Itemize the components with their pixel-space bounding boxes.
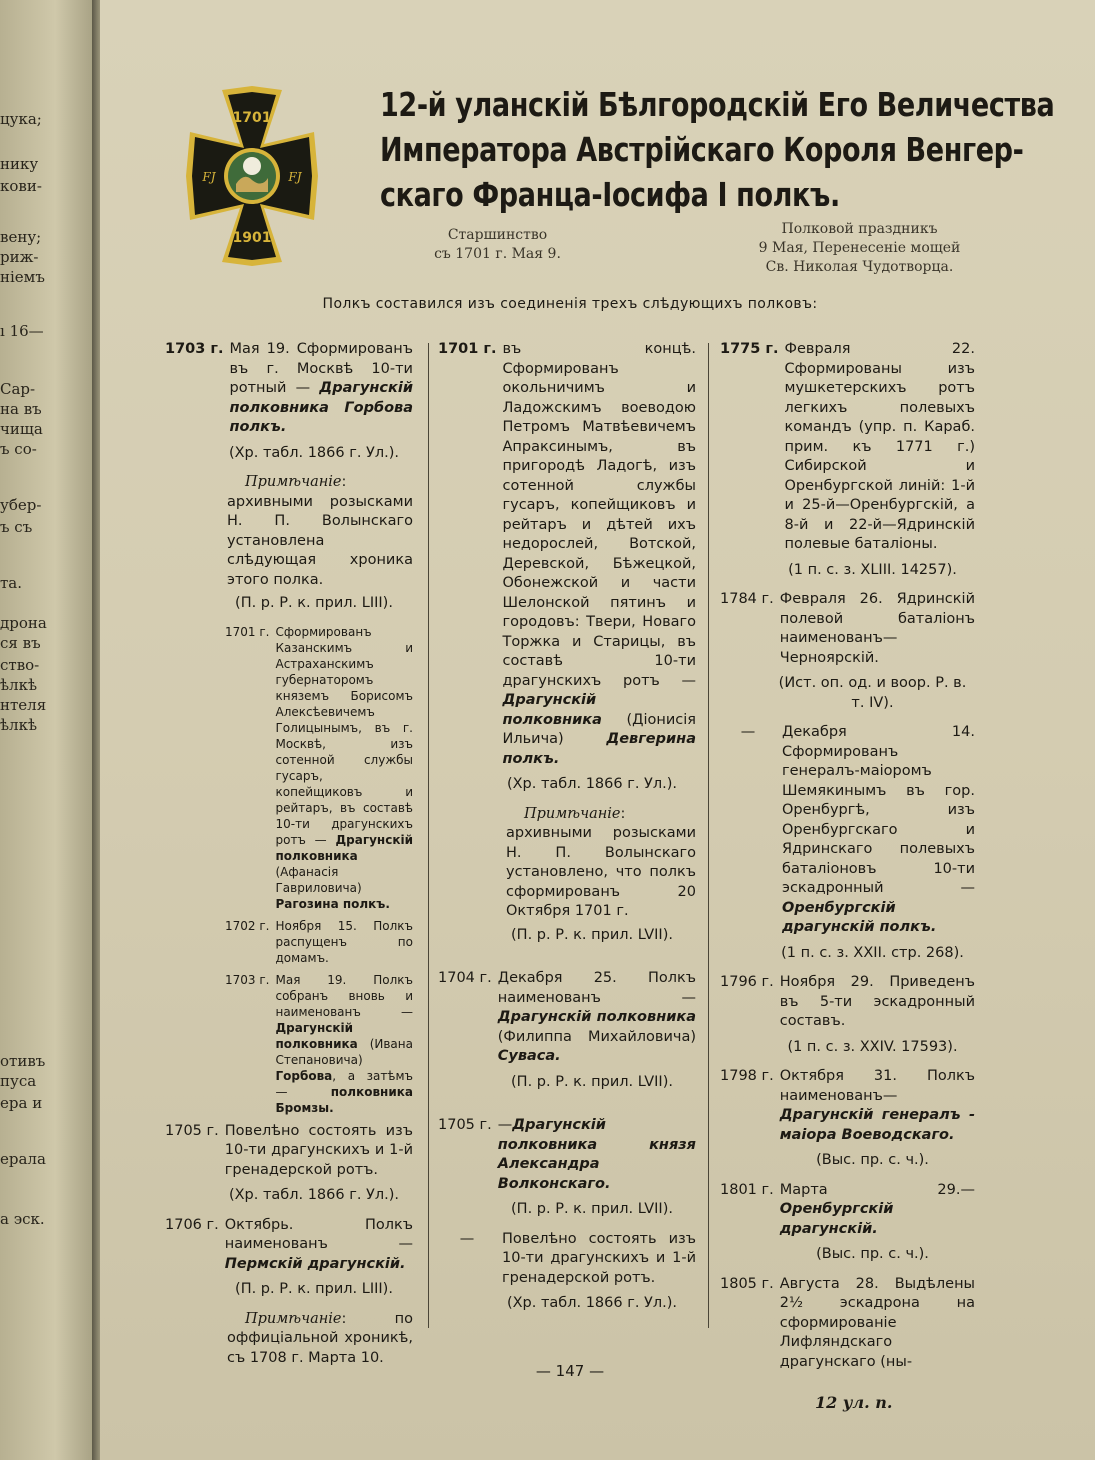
- regiment-name: Оренбургскій драгунскій.: [779, 1201, 894, 1237]
- note-text: : архивными розысками Н. П. Волынскаго установлена слѣдующая хроника этого полка.: [227, 474, 413, 588]
- entry-year: 1798 г.: [720, 1068, 774, 1084]
- chronicle-entry: [438, 1116, 696, 1194]
- source-reference: (П. р. Р. к. прил. LIII).: [235, 1281, 393, 1297]
- regiment-name: Драгунскій полковника: [502, 692, 602, 728]
- emblem-year-top: 1701: [232, 110, 272, 126]
- facing-page-fragment: ъ съ: [0, 518, 33, 536]
- source-reference: (1 п. с. з. XXII. стр. 268).: [781, 944, 964, 961]
- regiment-name: Рагозина полкъ.: [275, 896, 390, 911]
- source-reference: (Хр. табл. 1866 г. Ул.).: [228, 1187, 400, 1203]
- chronicle-column-2: [438, 340, 696, 1324]
- chronicle-entry: [225, 624, 413, 912]
- entry-text: —: [497, 1117, 513, 1133]
- note-text: : по оффиціальной хроникѣ, съ 1708 г. Марта 10.: [227, 1310, 413, 1366]
- title-line: скаго Франца-Іосифа I полкъ.: [380, 175, 840, 214]
- entry-year: 1801 г.: [720, 1181, 774, 1198]
- formation-intro: Полкъ составился изъ соединенія трехъ слѣдующихъ полковъ:: [322, 296, 818, 312]
- regiment-name: Оренбургскій драгунскій полкъ.: [782, 899, 937, 935]
- regiment-cross-emblem: [182, 80, 322, 272]
- holiday-label: Полковой праздникъ: [781, 221, 938, 237]
- entry-text: Мая 19. Полкъ собранъ вновь и наименованъ —: [275, 972, 413, 1019]
- source-reference: (Выс. пр. с. ч.).: [816, 1152, 929, 1168]
- source-reference: (Хр. табл. 1866 г. Ул.).: [506, 776, 678, 792]
- seniority-label: Старшинство: [447, 227, 548, 243]
- book-gutter: [92, 0, 100, 1460]
- facing-page-fragment: ı 16—: [0, 322, 44, 340]
- facing-page-fragment: чища: [0, 420, 43, 438]
- note: [227, 473, 413, 590]
- note: [506, 805, 696, 922]
- page-number: — 147 —: [535, 1362, 605, 1380]
- chronicle-column-3: [720, 340, 975, 1378]
- note-heading: Примѣчаніе: [245, 1310, 342, 1327]
- column-divider: [428, 343, 429, 1328]
- entry-year: —: [740, 724, 756, 740]
- source-reference: (Ист. оп. од. и воор. Р. в. т. IV).: [778, 675, 967, 711]
- page-signature: 12 ул. п.: [815, 1393, 893, 1412]
- chronicle-entry: [165, 340, 413, 438]
- column-divider: [708, 343, 709, 1328]
- facing-page-fragment: ніемъ: [0, 268, 45, 286]
- entry-year: —: [459, 1230, 475, 1247]
- source-reference: (1 п. с. з. XLIII. 14257).: [788, 561, 957, 578]
- source-reference: (Хр. табл. 1866 г. Ул.).: [506, 1295, 678, 1311]
- regiment-name: Горбова: [275, 1068, 333, 1083]
- source-reference: (Выс. пр. с. ч.).: [816, 1246, 929, 1262]
- entry-text: Повелѣно состоять изъ 10-ти драгунскихъ и 1-й гренадерской ротъ.: [224, 1122, 413, 1178]
- source-reference: (П. р. Р. к. прил. LIII).: [235, 595, 393, 611]
- entry-year: 1702 г.: [225, 918, 270, 933]
- entry-year: 1704 г.: [438, 970, 492, 986]
- regiment-name: Драгунскій полковника: [497, 1009, 696, 1025]
- regiment-name: Драгунскій полковника: [275, 832, 413, 863]
- regiment-name: Девгерина полкъ.: [502, 731, 696, 767]
- entry-text: Мая 19. Сформированъ въ г. Москвѣ 10-ти ротный —: [229, 341, 413, 396]
- source-reference: (1 п. с. з. XXIV. 17593).: [787, 1038, 958, 1055]
- facing-page-fragment: риж-: [0, 248, 39, 266]
- facing-page-fragment: та.: [0, 574, 23, 592]
- regiment-name: Суваса.: [497, 1048, 561, 1064]
- emblem-year-bottom: 1901: [232, 230, 272, 246]
- chronicle-entry: [225, 972, 413, 1116]
- facing-page-strip: [0, 0, 92, 1460]
- entry-text: , а затѣмъ —: [275, 1068, 413, 1099]
- entry-text: Ноября 29. Приведенъ въ 5-ти эскадронный составъ.: [779, 974, 975, 1029]
- chronicle-entry: [720, 1275, 975, 1373]
- facing-page-fragment: ъ со-: [0, 440, 37, 458]
- entry-year: 1784 г.: [720, 591, 774, 607]
- regiment-name: Пермскій драгунскій.: [224, 1255, 406, 1272]
- regimental-holiday-block: [752, 220, 967, 277]
- facing-page-fragment: на въ: [0, 400, 42, 418]
- chronicle-column-1: [165, 340, 413, 1372]
- entry-text: (Филиппа Михайловича): [497, 1028, 696, 1045]
- facing-page-fragment: ера и: [0, 1094, 43, 1112]
- chronicle-entry: [720, 590, 975, 668]
- source-reference: (Хр. табл. 1866 г. Ул.).: [228, 444, 400, 461]
- entry-year: 1701 г.: [438, 341, 497, 357]
- entry-text: въ концѣ. Сформированъ окольничимъ и Ладожскимъ воеводою Петромъ Матвѣевичемъ Апраксинымъ, въ пригородѣ Ладогѣ, изъ сотенной службы гусаръ, копейщиковъ и рейтаръ и дѣтей ихъ недорослей, Вотской, Деревской, Бѣжецкой, Обонежской и части Шелонской пятинъ и городовъ: Твери, Новаго Торжка и Старицы, въ составѣ 10-ти драгунскихъ ротъ —: [502, 341, 696, 689]
- facing-page-fragment: нтеля: [0, 696, 47, 714]
- title-line: 12-й уланскій Бѣлгородскій Его Величества: [380, 85, 1055, 124]
- facing-page-fragment: ство-: [0, 656, 40, 674]
- regiment-name: Драгунскій генералъ - маіора Воеводскаго.: [779, 1107, 975, 1143]
- source-reference: (П. р. Р. к. прил. LVII).: [511, 926, 673, 943]
- facing-page-fragment: отивъ: [0, 1052, 46, 1070]
- chronicle-entry: [165, 1216, 413, 1275]
- chronicle-entry: [720, 973, 975, 1032]
- facing-page-fragment: ѣлкѣ: [0, 676, 37, 694]
- holiday-date: 9 Мая, Перенесеніе мощей: [758, 240, 961, 256]
- entry-year: 1796 г.: [720, 974, 774, 990]
- facing-page-fragment: пуса: [0, 1072, 37, 1090]
- chronicle-entry: [720, 340, 975, 555]
- chronicle-entry: [165, 1122, 413, 1181]
- regiment-name: Драгунскій полковника князя Александра Волконскаго.: [497, 1117, 696, 1192]
- title-line: Императора Австрійскаго Короля Венгер-: [380, 130, 1024, 169]
- entry-text: (Ивана Степановича): [275, 1036, 413, 1067]
- source-reference: (П. р. Р. к. прил. LVII).: [511, 1073, 673, 1090]
- facing-page-fragment: кови-: [0, 177, 42, 195]
- chronicle-entry: [438, 1230, 696, 1289]
- entry-year: 1701 г.: [225, 624, 270, 639]
- entry-text: Декабря 25. Полкъ наименованъ —: [497, 970, 696, 1006]
- entry-text: Сформированъ Казанскимъ и Астраханскимъ губернаторомъ княземъ Борисомъ Алексѣевичемъ Голицынымъ, въ г. Москвѣ, изъ сотенной службы гусаръ, копейщиковъ и рейтаръ, въ составѣ 10-ти драгунскихъ ротъ —: [275, 624, 413, 847]
- facing-page-fragment: дрона: [0, 614, 47, 632]
- entry-text: Марта 29.—: [779, 1181, 975, 1198]
- page-title: [380, 82, 1055, 217]
- entry-text: Повелѣно состоять изъ 10-ти драгунскихъ и 1-й гренадерской ротъ.: [502, 1230, 696, 1286]
- chronicle-entry: [438, 340, 696, 769]
- regiment-name: Драгунскій полковника: [275, 1020, 358, 1051]
- regiment-name: полковника Бромзы.: [275, 1084, 413, 1115]
- chronicle-entry: [720, 723, 975, 938]
- seniority-block: [420, 226, 575, 264]
- entry-text: (Афанасія Гавриловича): [275, 864, 362, 895]
- facing-page-fragment: Сар-: [0, 380, 36, 398]
- facing-page-fragment: а эск.: [0, 1210, 45, 1228]
- note-heading: Примѣчаніе: [245, 474, 342, 490]
- regiment-name: Драгунскій полковника Горбова полкъ.: [229, 380, 413, 435]
- facing-page-fragment: цука;: [0, 110, 42, 128]
- entry-text: Февраля 22. Сформированы изъ мушкетерскихъ ротъ легкихъ полевыхъ командъ (упр. п. Караб. прим. къ 1771 г.) Сибирской и Оренбургской линій: 1-й и 25-й—Оренбургскій, а 8-й и 22-й—Ядринскій полевые баталіоны.: [784, 341, 975, 552]
- entry-year: 1775 г.: [720, 341, 779, 357]
- facing-page-fragment: ѣлкѣ: [0, 716, 37, 734]
- facing-page-fragment: ся въ: [0, 634, 41, 652]
- chronicle-entry: [720, 1181, 975, 1240]
- facing-page-fragment: ерала: [0, 1150, 46, 1168]
- seniority-date: съ 1701 г. Мая 9.: [434, 246, 561, 262]
- facing-page-fragment: нику: [0, 155, 39, 173]
- entry-text: (Діонисія Ильича): [502, 711, 696, 747]
- emblem-monogram-left: FJ: [202, 170, 216, 184]
- entry-year: 1703 г.: [165, 341, 224, 357]
- emblem-monogram-right: FJ: [288, 170, 302, 184]
- facing-page-fragment: убер-: [0, 496, 42, 514]
- chronicle-entry: [225, 918, 413, 966]
- entry-year: 1705 г.: [438, 1117, 492, 1133]
- entry-text: Августа 28. Выдѣлены 2½ эскадрона на сформированіе Лифляндскаго драгунскаго (ны-: [779, 1275, 975, 1370]
- sub-chronicle: [225, 624, 413, 1116]
- entry-text: Октябрь. Полкъ наименованъ —: [224, 1216, 413, 1252]
- entry-text: Февраля 26. Ядринскій полевой баталіонъ наименованъ— Черноярскій.: [779, 591, 975, 666]
- entry-year: 1805 г.: [720, 1275, 774, 1292]
- chronicle-entry: [720, 1067, 975, 1145]
- entry-year: 1703 г.: [225, 972, 270, 987]
- note-heading: Примѣчаніе: [524, 805, 621, 822]
- note-text: : архивными розысками Н. П. Волынскаго установлено, что полкъ сформированъ 20 Октября 1701 г.: [506, 805, 696, 919]
- source-reference: (П. р. Р. к. прил. LVII).: [511, 1201, 673, 1217]
- entry-text: Октября 31. Полкъ наименованъ—: [779, 1068, 975, 1104]
- note: [227, 1310, 413, 1369]
- entry-year: 1705 г.: [165, 1122, 219, 1139]
- holiday-saint: Св. Николая Чудотворца.: [765, 259, 954, 275]
- entry-text: Ноября 15. Полкъ распущенъ по домамъ.: [275, 918, 413, 965]
- facing-page-fragment: вену;: [0, 228, 42, 246]
- entry-text: Декабря 14. Сформированъ генералъ-маіоромъ Шемякинымъ въ гор. Оренбургѣ, изъ Оренбургскаго и Ядринскаго полевыхъ баталіоновъ 10-ти эскадронный —: [782, 724, 975, 896]
- entry-year: 1706 г.: [165, 1216, 219, 1233]
- chronicle-entry: [438, 969, 696, 1067]
